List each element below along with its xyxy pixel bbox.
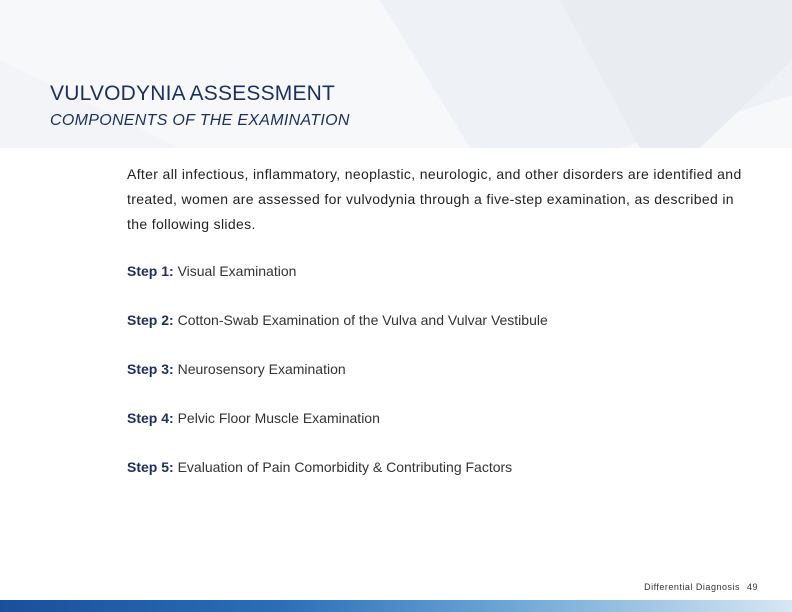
slide-title: VULVODYNIA ASSESSMENT — [50, 82, 336, 105]
footer-section-label: Differential Diagnosis — [644, 582, 740, 592]
step-label: Step 5: — [127, 459, 174, 475]
footer-gradient-bar — [0, 600, 792, 612]
slide-subtitle: COMPONENTS OF THE EXAMINATION — [50, 112, 350, 129]
step-item — [127, 361, 747, 410]
step-text: Evaluation of Pain Comorbidity & Contributing Factors — [177, 459, 513, 475]
step-label: Step 4: — [127, 410, 174, 426]
step-text: Visual Examination — [177, 263, 297, 279]
step-text: Neurosensory Examination — [177, 361, 346, 377]
step-item — [127, 410, 747, 459]
step-text: Cotton-Swab Examination of the Vulva and Vulvar Vestibule — [177, 312, 548, 328]
step-label: Step 3: — [127, 361, 174, 377]
slide-footer — [644, 582, 758, 592]
step-item — [127, 312, 747, 361]
step-label: Step 2: — [127, 312, 174, 328]
step-item — [127, 459, 747, 508]
intro-paragraph: After all infectious, inflammatory, neoplastic, neurologic, and other disorders are identified and treated, women are assessed for vulvodynia through a five-step examination, as described in the following slides. — [127, 166, 742, 232]
step-text: Pelvic Floor Muscle Examination — [177, 410, 380, 426]
page-number: 49 — [746, 582, 758, 592]
step-label: Step 1: — [127, 263, 174, 279]
step-item — [127, 263, 747, 312]
steps-list — [127, 263, 747, 508]
